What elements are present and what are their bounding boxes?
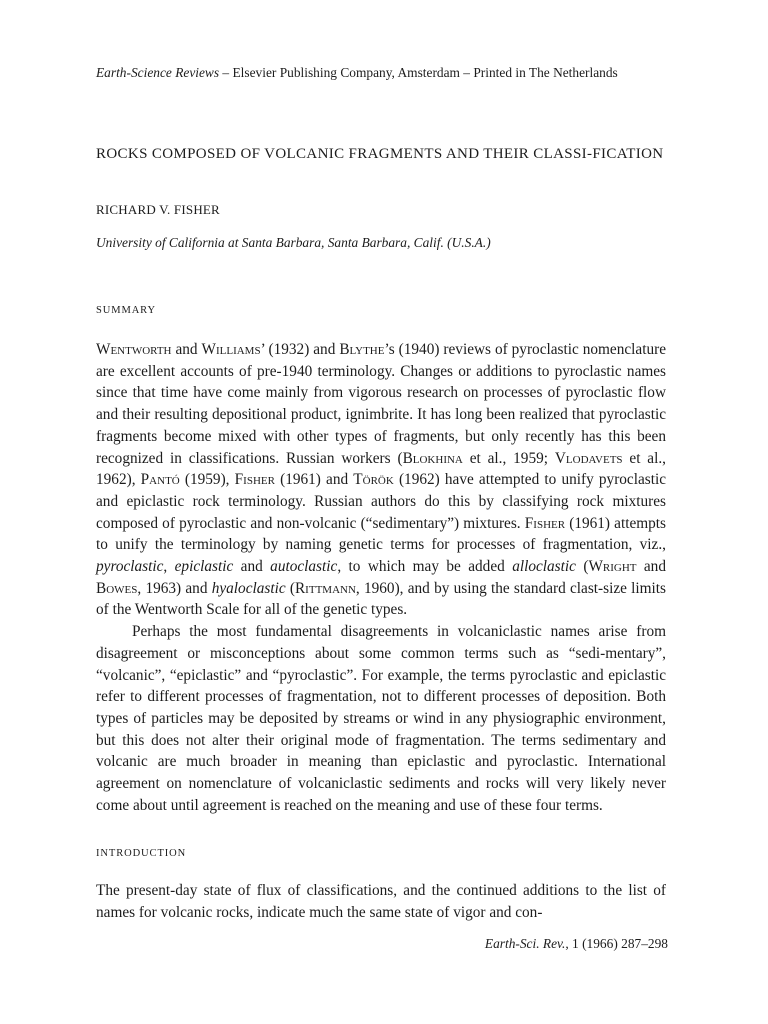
introduction-paragraph-1: The present-day state of flux of classifications, and the continued additions to the list of names for volcanic rocks, indicate much the same state of vigor and con- <box>96 882 666 921</box>
citation-name: Wentworth <box>96 341 172 358</box>
citation-name: Williams <box>201 341 261 358</box>
citation-name: Rittmann <box>294 579 356 597</box>
citation-name: Fisher <box>524 514 566 532</box>
article-title: ROCKS COMPOSED OF VOLCANIC FRAGMENTS AND THEIR CLASSI-FICATION <box>96 146 664 162</box>
citation-name: Wright <box>588 558 637 576</box>
footer-volume-pages: , 1 (1966) 287–298 <box>565 936 668 951</box>
citation-name: Blokhina <box>402 449 463 467</box>
italic-term: hyaloclastic <box>211 579 286 597</box>
italic-term: epiclastic <box>174 558 234 576</box>
introduction-body <box>96 880 666 923</box>
citation-name: Vlodavets <box>554 449 623 467</box>
text-run: (1959), <box>179 471 235 489</box>
text-run: ( <box>575 558 589 576</box>
citation-name: Fisher <box>234 471 275 489</box>
text-run: ’s (1940) reviews of pyroclastic nomenclature are excellent accounts of pre-1940 terminology. Changes or additions to pyroclastic names since that time have come mainly from vigorous research on processes of pyroclastic flow and their resulting depositional product, ignimbrite. It has long been realized that pyroclastic fragments become mixed with other types of fragments, but only recently has this been recognized in classifications. Russian workers ( <box>96 341 666 467</box>
text-run: (1962) have attempted to unify pyroclastic and epiclastic rock terminology. Russian authors do this by classifying rock mixtures composed of pyroclastic and non-volcanic (“sedimentary”) mixtures. <box>96 471 667 532</box>
text-run: and <box>636 558 666 576</box>
text-run: ( <box>285 579 295 597</box>
text-run: , to which may be added <box>337 558 513 576</box>
text-run: (1961) attempts to unify the terminology by naming genetic terms for processes of fragmentation, viz., <box>96 514 666 554</box>
footer-citation <box>485 935 668 953</box>
author-affiliation: University of California at Santa Barbara, Santa Barbara, Calif. (U.S.A.) <box>96 235 491 250</box>
footer-journal: Earth-Sci. Rev. <box>484 936 566 951</box>
summary-paragraph-2: Perhaps the most fundamental disagreements in volcaniclastic names arise from disagreement or misconceptions about some common terms such as “sedi-mentary”, “volcanic”, “epiclastic” and “pyroclastic”. For example, the terms pyroclastic and epiclastic refer to different processes of fragmentation, not to different processes of deposition. Both types of particles may be deposited by streams or wind in any physiographic environment, but this does not alter their original mode of fragmentation. The terms sedimentary and volcanic are much broader in meaning than epiclastic and pyroclastic. International agreement on nomenclature of volcaniclastic sediments and rocks will very likely never come about until agreement is reached on the meaning and use of these four terms. <box>96 623 666 814</box>
summary-heading: SUMMARY <box>96 305 156 316</box>
summary-paragraph-1 <box>96 339 666 621</box>
text-run: et al., 1959; <box>462 449 555 467</box>
text-run: , <box>163 558 175 576</box>
citation-name: Pantó <box>140 471 180 489</box>
text-run: and <box>233 558 271 576</box>
citation-name: Blythe <box>339 341 385 358</box>
text-run: , 1960), and by using the standard clast-size limits of the Wentworth Scale for all of the genetic types. <box>96 579 667 619</box>
text-run: ’ (1932) and <box>260 341 340 358</box>
citation-name: Török <box>353 471 394 489</box>
italic-term: pyroclastic <box>96 558 164 576</box>
introduction-heading: INTRODUCTION <box>96 848 187 859</box>
text-run: , 1963) and <box>137 579 212 597</box>
paper-page <box>96 0 668 1024</box>
text-run: et al., 1962), <box>96 449 666 489</box>
text-run: and <box>171 341 202 358</box>
running-head-publisher: – Elsevier Publishing Company, Amsterdam – Printed in The Netherlands <box>219 65 618 80</box>
article-author: RICHARD V. FISHER <box>96 202 220 217</box>
citation-name: Bowes <box>96 579 138 597</box>
summary-body <box>96 339 666 816</box>
running-head <box>96 64 668 82</box>
running-head-journal: Earth-Science Reviews <box>96 65 220 80</box>
text-run: (1961) and <box>274 471 354 489</box>
italic-term: alloclastic <box>512 558 576 576</box>
italic-term: autoclastic <box>270 558 338 576</box>
